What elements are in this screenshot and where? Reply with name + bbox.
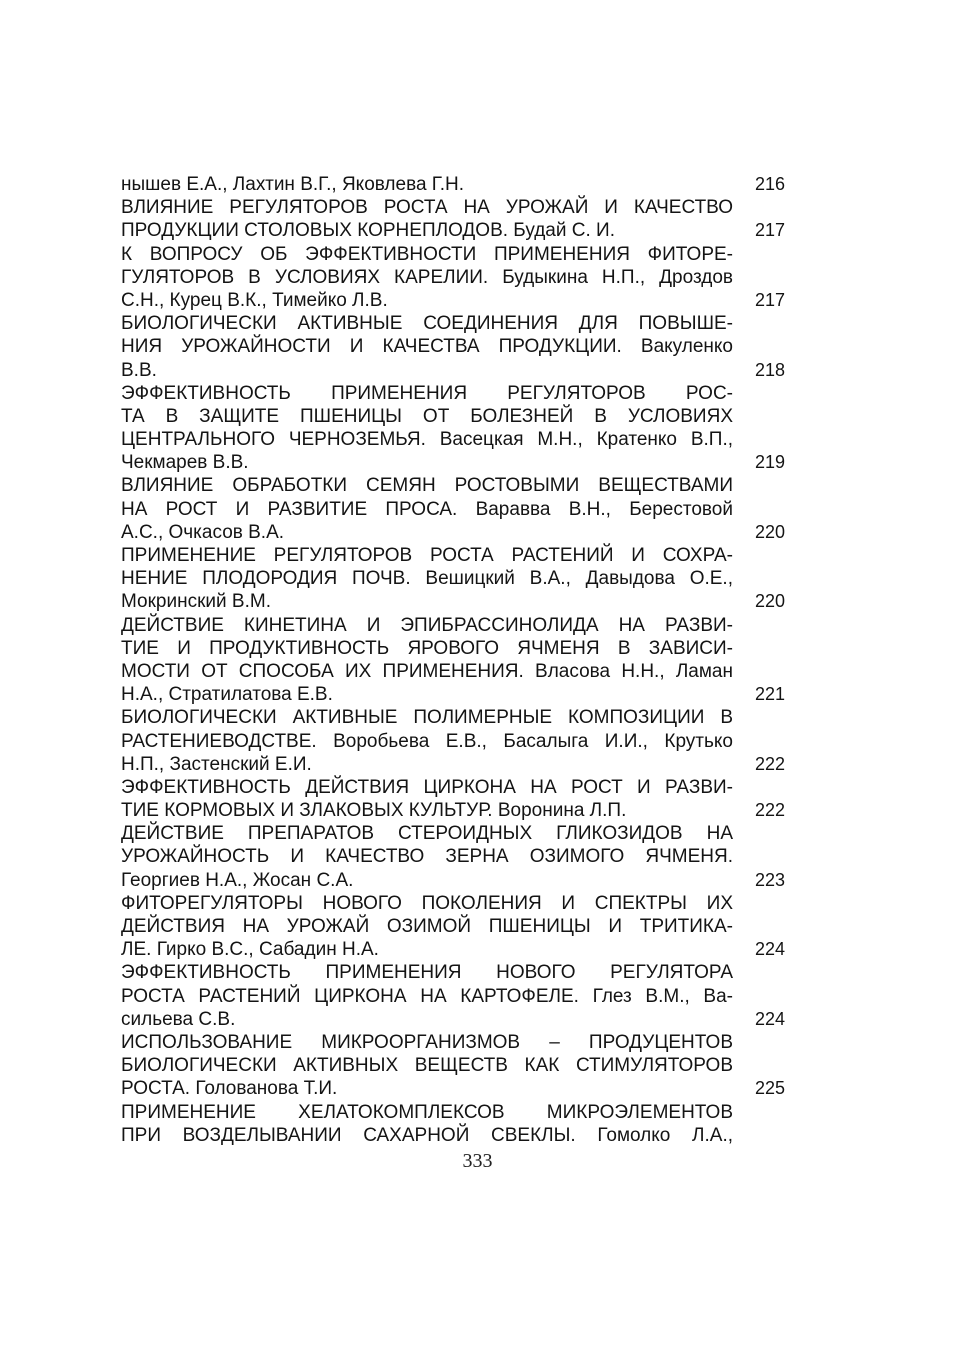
toc-line-text: РАСТЕНИЕВОДСТВЕ. Воробьева Е.В., Басалыга И.И., Крутько (121, 730, 733, 752)
toc-line-text: Мокринский В.М. (121, 591, 271, 613)
toc-line (121, 799, 785, 822)
toc-line (121, 428, 733, 451)
toc-page-ref: 220 (754, 591, 785, 612)
toc-line-text: ГУЛЯТОРОВ В УСЛОВИЯХ КАРЕЛИИ. Будыкина Н.П., Дроздов (121, 266, 733, 288)
toc-line-text: МОСТИ ОТ СПОСОБА ИХ ПРИМЕНЕНИЯ. Власова Н.Н., Ламан (121, 660, 733, 682)
toc-line (121, 753, 785, 776)
toc-line-text: С.Н., Курец В.К., Тимейко Л.В. (121, 289, 388, 311)
toc-line (121, 845, 733, 868)
toc-line (121, 938, 785, 961)
toc-page-ref: 218 (754, 359, 785, 380)
toc-line-text: НИЯ УРОЖАЙНОСТИ И КАЧЕСТВА ПРОДУКЦИИ. Вакуленко (121, 336, 733, 358)
toc-line (121, 961, 733, 984)
toc-line (121, 498, 733, 521)
toc-page-ref: 217 (754, 220, 785, 241)
toc-line (121, 892, 733, 915)
toc-line-text: К ВОПРОСУ ОБ ЭФФЕКТИВНОСТИ ПРИМЕНЕНИЯ ФИТОРЕ- (121, 243, 733, 265)
toc-line-text: нышев Е.А., Лахтин В.Г., Яковлева Г.Н. (121, 174, 465, 195)
toc-line (121, 474, 733, 497)
toc-page-ref: 224 (754, 939, 785, 960)
toc-page-ref: 216 (754, 174, 785, 194)
toc-line (121, 405, 733, 428)
toc-line-text: РОСТА РАСТЕНИЙ ЦИРКОНА НА КАРТОФЕЛЕ. Глез В.М., Ва- (121, 985, 733, 1007)
toc-line-text: НА РОСТ И РАЗВИТИЕ ПРОСА. Варавва В.Н., Берестовой (121, 498, 733, 520)
toc-line (121, 289, 785, 312)
toc-line-text: ВЛИЯНИЕ РЕГУЛЯТОРОВ РОСТА НА УРОЖАЙ И КАЧЕСТВО (121, 197, 733, 219)
toc-line (121, 822, 733, 845)
toc-line (121, 1031, 733, 1054)
toc-line (121, 1008, 785, 1031)
toc-line-text: ДЕЙСТВИЕ ПРЕПАРАТОВ СТЕРОИДНЫХ ГЛИКОЗИДОВ НА (121, 823, 733, 845)
toc-line (121, 915, 733, 938)
toc-line-text: Н.А., Стратилатова Е.В. (121, 684, 333, 706)
toc-page-ref: 219 (754, 452, 785, 473)
toc-line-text: ПРИ ВОЗДЕЛЫВАНИИ САХАРНОЙ СВЕКЛЫ. Гомолко Л.А., (121, 1124, 733, 1146)
toc-line-text: ИСПОЛЬЗОВАНИЕ МИКРООРГАНИЗМОВ – ПРОДУЦЕНТОВ (121, 1031, 733, 1053)
toc-line (121, 706, 733, 729)
toc-line (121, 683, 785, 706)
toc-line (121, 567, 733, 590)
toc-page-ref: 221 (754, 684, 785, 705)
toc-line (121, 637, 733, 660)
toc-line-text: БИОЛОГИЧЕСКИ АКТИВНЫЕ СОЕДИНЕНИЯ ДЛЯ ПОВЫШЕ- (121, 313, 733, 335)
toc-line-text: А.С., Очкасов В.А. (121, 521, 285, 543)
toc-page-ref: 222 (754, 753, 785, 774)
toc-line (121, 266, 733, 289)
toc-line (121, 660, 733, 683)
toc-line (121, 243, 733, 266)
toc-line (121, 730, 733, 753)
toc-line-text: ДЕЙСТВИЯ НА УРОЖАЙ ОЗИМОЙ ПШЕНИЦЫ И ТРИТИКА- (121, 916, 733, 937)
toc-line (121, 173, 785, 196)
toc-line-text: БИОЛОГИЧЕСКИ АКТИВНЫЕ ПОЛИМЕРНЫЕ КОМПОЗИЦИИ В (121, 707, 733, 729)
toc-line (121, 544, 733, 567)
toc-line-text: УРОЖАЙНОСТЬ И КАЧЕСТВО ЗЕРНА ОЗИМОГО ЯЧМЕНЯ. (121, 846, 733, 868)
toc-line-text: ЭФФЕКТИВНОСТЬ ПРИМЕНЕНИЯ НОВОГО РЕГУЛЯТОРА (121, 962, 733, 984)
toc-line-text: БИОЛОГИЧЕСКИ АКТИВНЫХ ВЕЩЕСТВ КАК СТИМУЛЯТОРОВ (121, 1055, 733, 1077)
toc-page-ref: 223 (754, 869, 785, 890)
toc-page-ref: 217 (754, 289, 785, 310)
toc-line-text: Георгиев Н.А., Жосан С.А. (121, 869, 354, 891)
toc-line-text: ЭФФЕКТИВНОСТЬ ДЕЙСТВИЯ ЦИРКОНА НА РОСТ И РАЗВИ- (121, 776, 733, 798)
toc-line-text: ТИЕ КОРМОВЫХ И ЗЛАКОВЫХ КУЛЬТУР. Воронина Л.П. (121, 800, 627, 822)
toc-line (121, 590, 785, 613)
toc-line-text: ТИЕ И ПРОДУКТИВНОСТЬ ЯРОВОГО ЯЧМЕНЯ В ЗАВИСИ- (121, 637, 733, 659)
toc-line-text: Чекмарев В.В. (121, 452, 249, 474)
toc-line (121, 359, 785, 382)
toc-line-text: сильева С.В. (121, 1008, 236, 1030)
toc-line-text: ПРИМЕНЕНИЕ РЕГУЛЯТОРОВ РОСТА РАСТЕНИЙ И СОХРА- (121, 545, 733, 566)
toc-page-ref: 224 (754, 1008, 785, 1029)
toc-line (121, 1077, 785, 1100)
toc-line (121, 521, 785, 544)
toc-line (121, 196, 733, 219)
toc-line-text: ФИТОРЕГУЛЯТОРЫ НОВОГО ПОКОЛЕНИЯ И СПЕКТРЫ ИХ (121, 892, 733, 914)
toc-line-text: ДЕЙСТВИЕ КИНЕТИНА И ЭПИБРАССИНОЛИДА НА РАЗВИ- (121, 614, 733, 636)
toc-line (121, 614, 733, 637)
toc-line-text: ЭФФЕКТИВНОСТЬ ПРИМЕНЕНИЯ РЕГУЛЯТОРОВ РОС- (121, 382, 733, 404)
toc-line (121, 335, 733, 358)
toc-line (121, 1124, 733, 1147)
toc-line-text: Н.П., Застенский Е.И. (121, 753, 312, 775)
toc-line (121, 1101, 733, 1124)
toc-line (121, 1054, 733, 1077)
toc-line (121, 382, 733, 405)
toc-line (121, 985, 733, 1008)
toc-line (121, 219, 785, 242)
toc-line-text: ЛЕ. Гирко В.С., Сабадин Н.А. (121, 939, 379, 961)
toc-line (121, 312, 733, 335)
toc-line-text: ПРИМЕНЕНИЕ ХЕЛАТОКОМПЛЕКСОВ МИКРОЭЛЕМЕНТОВ (121, 1101, 733, 1123)
toc-line (121, 869, 785, 892)
toc-page-ref: 222 (754, 800, 785, 821)
toc-page-ref: 225 (754, 1078, 785, 1099)
toc-line-text: В.В. (121, 359, 157, 381)
page-number: 333 (462, 1150, 493, 1172)
toc-line (121, 776, 733, 799)
table-of-contents (121, 173, 785, 1147)
toc-line-text: НЕНИЕ ПЛОДОРОДИЯ ПОЧВ. Вешицкий В.А., Давыдова О.Е., (121, 568, 733, 590)
toc-line-text: ЦЕНТРАЛЬНОГО ЧЕРНОЗЕМЬЯ. Васецкая М.Н., Кратенко В.П., (121, 429, 733, 451)
toc-page-ref: 220 (754, 521, 785, 542)
toc-line-text: ТА В ЗАЩИТЕ ПШЕНИЦЫ ОТ БОЛЕЗНЕЙ В УСЛОВИЯХ (121, 405, 733, 427)
toc-line-text: ВЛИЯНИЕ ОБРАБОТКИ СЕМЯН РОСТОВЫМИ ВЕЩЕСТВАМИ (121, 475, 733, 497)
toc-line (121, 451, 785, 474)
toc-line-text: ПРОДУКЦИИ СТОЛОВЫХ КОРНЕПЛОДОВ. Будай С. И. (121, 220, 615, 242)
toc-line-text: РОСТА. Голованова Т.И. (121, 1078, 338, 1100)
